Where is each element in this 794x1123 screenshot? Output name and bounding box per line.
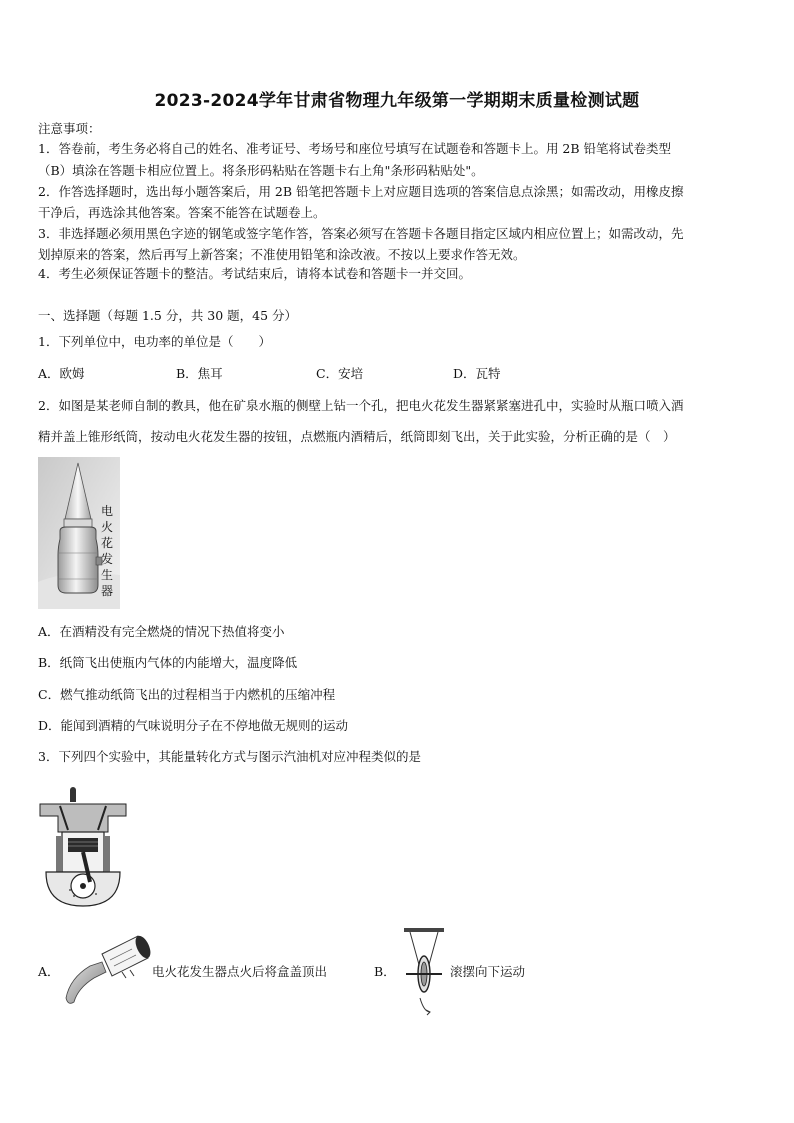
q3-option-a-text: 电火花发生器点火后将盒盖顶出 <box>152 964 328 979</box>
question-3-stem: 3．下列四个实验中，其能量转化方式与图示汽油机对应冲程类似的是 <box>38 749 421 764</box>
notice-line: 划掉原来的答案，然后再写上新答案；不准使用铅笔和涂改液。不按以上要求作答无效。 <box>38 247 526 262</box>
q2-option-b: B．纸筒飞出使瓶内气体的内能增大，温度降低 <box>38 655 298 670</box>
notice-line: 2．作答选择题时，选出每小题答案后，用 2B 铅笔把答题卡上对应题目选项的答案信息点涂黑；如需改动，用橡皮擦 <box>38 184 684 199</box>
maxwell-wheel-figure <box>400 926 448 1016</box>
q1-option-c: C．安培 <box>316 366 364 381</box>
notice-line: 3．非选择题必须用黑色字迹的钢笔或签字笔作答，答案必须写在答题卡各题目指定区域内相应位置上；如需改动，先 <box>38 226 684 241</box>
section-heading: 一、选择题（每题 1.5 分，共 30 题，45 分） <box>38 308 298 323</box>
notice-line: 4．考生必须保证答题卡的整洁。考试结束后，请将本试卷和答题卡一并交回。 <box>38 266 471 281</box>
question-1-stem: 1．下列单位中，电功率的单位是（ ） <box>38 334 271 349</box>
label-char: 火 <box>100 520 113 534</box>
q2-option-a: A．在酒精没有完全燃烧的情况下热值将变小 <box>38 624 285 639</box>
q1-option-a: A．欧姆 <box>38 366 85 381</box>
q1-option-d: D．瓦特 <box>453 366 501 381</box>
engine-stroke-figure <box>38 786 128 910</box>
q2-option-d: D．能闻到酒精的气味说明分子在不停地做无规则的运动 <box>38 718 349 733</box>
q2-option-c: C．燃气推动纸筒飞出的过程相当于内燃机的压缩冲程 <box>38 687 336 702</box>
question-2-stem: 2．如图是某老师自制的教具，他在矿泉水瓶的侧壁上钻一个孔，把电火花发生器紧紧塞进孔中，实验时从瓶口喷入酒 <box>38 398 684 413</box>
notice-line: 干净后，再选涂其他答案。答案不能答在试题卷上。 <box>38 205 326 220</box>
q3-option-b-letter: B． <box>374 964 396 979</box>
label-char: 花 <box>100 536 113 550</box>
question-2-stem: 精并盖上锥形纸筒，按动电火花发生器的按钮，点燃瓶内酒精后，纸筒即刻飞出，关于此实验，分析正确的是（ ） <box>38 429 676 444</box>
maxwell-wheel-drawing <box>400 926 448 1016</box>
q3-option-a-letter: A． <box>38 964 60 979</box>
label-char: 器 <box>100 584 113 598</box>
spark-generator-label <box>100 503 114 599</box>
label-char: 生 <box>100 568 113 582</box>
notice-line: （B）填涂在答题卡相应位置上。将条形码粘贴在答题卡右上角"条形码粘贴处"。 <box>38 163 484 178</box>
notice-heading: 注意事项： <box>38 121 101 136</box>
engine-drawing <box>38 786 128 910</box>
notice-line: 1．答卷前，考生务必将自己的姓名、准考证号、考场号和座位号填写在试题卷和答题卡上。用 2B 铅笔将试卷类型 <box>38 141 672 156</box>
spark-box-drawing <box>60 928 152 1006</box>
bottle-experiment-figure <box>38 457 120 609</box>
spark-generator-box-figure <box>60 928 152 1006</box>
q3-option-b-text: 滚摆向下运动 <box>450 964 526 979</box>
page-title: 2023-2024学年甘肃省物理九年级第一学期期末质量检测试题 <box>154 91 640 111</box>
label-char: 电 <box>100 504 113 518</box>
q1-option-b: B．焦耳 <box>176 366 223 381</box>
label-char: 发 <box>100 552 113 566</box>
